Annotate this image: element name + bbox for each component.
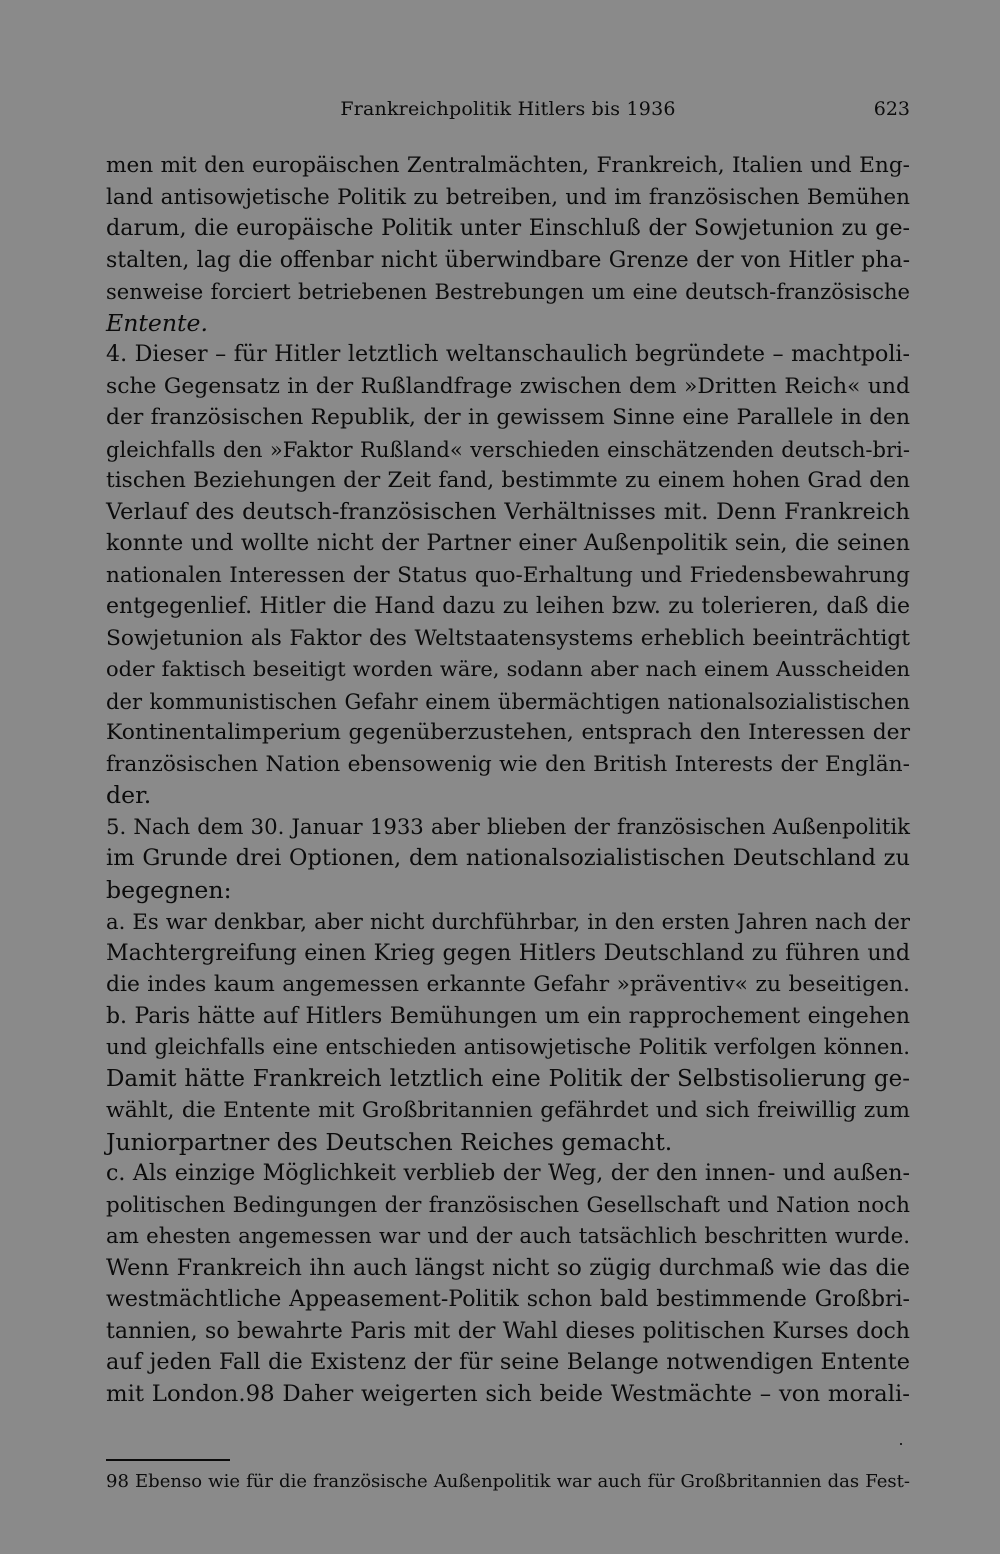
text-line: westmächtliche Appeasement-Politik schon bald bestimmende Großbri- — [106, 1287, 910, 1312]
text-line: darum, die europäische Politik unter Einschluß der Sowjetunion zu ge- — [106, 215, 910, 241]
text-line: a. Es war denkbar, aber nicht durchführbar, in den ersten Jahren nach der — [106, 909, 910, 934]
text-line: Damit hätte Frankreich letztlich eine Politik der Selbstisolierung ge- — [106, 1065, 910, 1092]
text-line: senweise forciert betriebenen Bestrebungen um eine deutsch-französische — [106, 279, 910, 304]
text-line: Entente. — [106, 308, 209, 337]
text-line: gleichfalls den »Faktor Rußland« verschieden einschätzenden deutsch-bri- — [106, 436, 910, 462]
text-line: Machtergreifung einen Krieg gegen Hitlers Deutschland zu führen und — [106, 939, 910, 966]
text-line: land antisowjetische Politik zu betreiben, und im französischen Bemühen — [106, 184, 910, 210]
text-line: nationalen Interessen der Status quo-Erhaltung und Friedensbewahrung — [106, 562, 910, 588]
text-line: mit London.98 Daher weigerten sich beide Westmächte – von morali- — [106, 1380, 910, 1407]
text-line: Kontinentalimperium gegenüberzustehen, entsprach den Interessen der — [106, 720, 910, 745]
text-line: am ehesten angemessen war und der auch tatsächlich beschritten wurde. — [106, 1224, 910, 1249]
text-line: c. Als einzige Möglichkeit verblieb der Weg, der den innen- und außen- — [106, 1160, 910, 1186]
text-line: konnte und wollte nicht der Partner einer Außenpolitik sein, die seinen — [106, 530, 910, 556]
text-line: Wenn Frankreich ihn auch längst nicht so zügig durchmaß wie das die — [106, 1254, 910, 1281]
text-line: Verlauf des deutsch-französischen Verhältnisses mit. Denn Frankreich — [106, 498, 910, 525]
text-line: politischen Bedingungen der französischen Gesellschaft und Nation noch — [106, 1192, 910, 1218]
text-line: tannien, so bewahrte Paris mit der Wahl dieses politischen Kurses doch — [106, 1318, 910, 1344]
text-line: der kommunistischen Gefahr einem übermächtigen nationalsozialistischen — [106, 688, 910, 714]
text-line: Juniorpartner des Deutschen Reiches gemacht. — [106, 1127, 673, 1156]
text-line: die indes kaum angemessen erkannte Gefahr »präventiv« zu beseitigen. — [106, 972, 910, 997]
page-number: 623 — [873, 98, 910, 120]
text-line: auf jeden Fall die Existenz der für seine Belange notwendigen Entente — [106, 1349, 910, 1375]
text-line: der. — [106, 781, 152, 809]
scan-speck — [900, 1443, 902, 1445]
text-line: 4. Dieser – für Hitler letztlich weltanschaulich begründete – machtpoli- — [106, 341, 910, 367]
text-line: begegnen: — [106, 875, 232, 904]
text-line: im Grunde drei Optionen, dem nationalsozialistischen Deutschland zu — [106, 845, 910, 871]
text-line: französischen Nation ebensowenig wie den British Interests der Englän- — [106, 751, 910, 777]
text-line: entgegenlief. Hitler die Hand dazu zu leihen bzw. zu tolerieren, daß die — [106, 594, 910, 619]
text-line: Sowjetunion als Faktor des Weltstaatensystems erheblich beeinträchtigt — [106, 625, 910, 651]
running-title: Frankreichpolitik Hitlers bis 1936 — [340, 98, 676, 120]
text-line: stalten, lag die offenbar nicht überwindbare Grenze der von Hitler pha- — [106, 247, 910, 273]
text-line: der französischen Republik, der in gewissem Sinne eine Parallele in den — [106, 405, 910, 430]
text-line: wählt, die Entente mit Großbritannien gefährdet und sich freiwillig zum — [106, 1098, 910, 1123]
text-line: men mit den europäischen Zentralmächten, Frankreich, Italien und Eng- — [106, 153, 910, 178]
text-line: oder faktisch beseitigt worden wäre, sodann aber nach einem Ausscheiden — [106, 657, 910, 681]
text-line: tischen Beziehungen der Zeit fand, bestimmte zu einem hohen Grad den — [106, 468, 910, 493]
body-text — [106, 150, 910, 1410]
text-line: 5. Nach dem 30. Januar 1933 aber blieben der französischen Außenpolitik — [106, 814, 910, 840]
page-header — [106, 98, 910, 128]
footnote-rule — [106, 1459, 230, 1461]
text-line: b. Paris hätte auf Hitlers Bemühungen um ein rapprochement eingehen — [106, 1003, 910, 1029]
text-line: sche Gegensatz in der Rußlandfrage zwischen dem »Dritten Reich« und — [106, 373, 910, 399]
text-line: und gleichfalls eine entschieden antisowjetische Politik verfolgen können. — [106, 1035, 910, 1060]
footnote: 98 Ebenso wie für die französische Außenpolitik war auch für Großbritannien das Fest- — [106, 1471, 910, 1492]
